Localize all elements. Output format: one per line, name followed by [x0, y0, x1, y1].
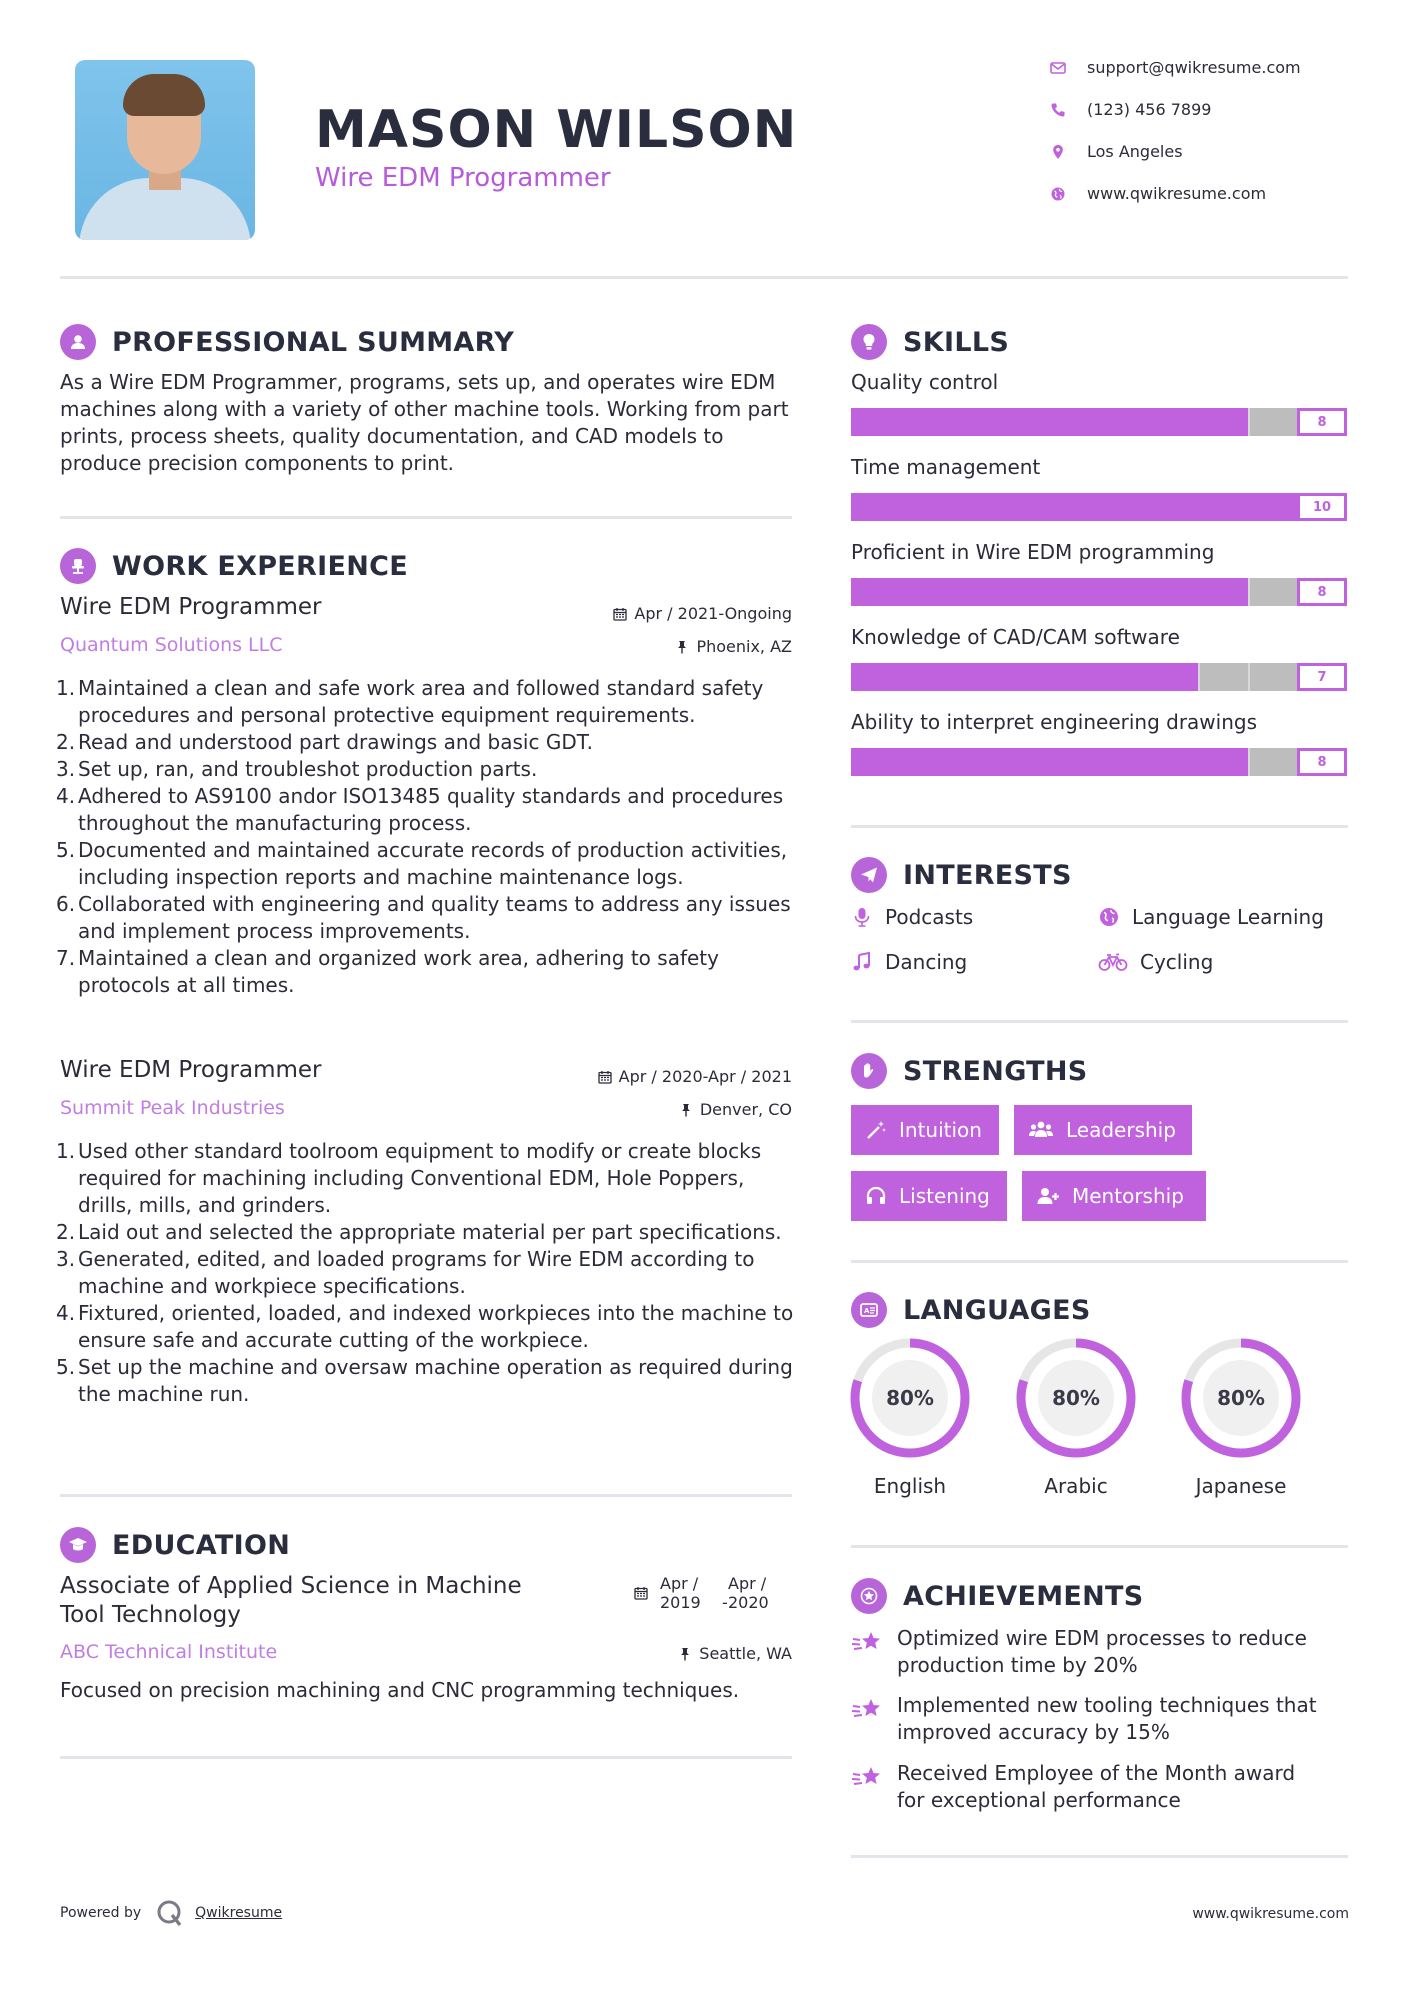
- job-1-dates: Apr / 2021-Ongoing: [560, 604, 792, 623]
- users-icon: [1028, 1119, 1054, 1141]
- skill-level-fill: [851, 748, 1248, 776]
- language-item: [1014, 1336, 1138, 1498]
- calendar-icon: [634, 1586, 648, 1600]
- contact-location-text: Los Angeles: [1087, 142, 1183, 161]
- contact-email[interactable]: [1050, 58, 1370, 77]
- summary-heading: PROFESSIONAL SUMMARY: [112, 326, 515, 358]
- contact-email-text: support@qwikresume.com: [1087, 58, 1301, 77]
- strength-chip-intuition: Intuition: [851, 1105, 999, 1155]
- summary-divider: [60, 516, 792, 519]
- skill-level-bar: [851, 578, 1347, 606]
- language-name: English: [873, 1474, 947, 1498]
- globe-icon: [1050, 186, 1087, 202]
- job-2-dates: Apr / 2020-Apr / 2021: [540, 1067, 792, 1086]
- contact-location: [1050, 142, 1370, 161]
- languages-divider: [851, 1545, 1348, 1548]
- interest-dancing: Dancing: [851, 950, 967, 974]
- list-item: 2. Laid out and selected the appropriate material per part specifications.: [56, 1220, 782, 1244]
- skill-level-label: 8: [1297, 748, 1347, 776]
- language-name: Arabic: [1044, 1474, 1108, 1498]
- achievement-item: Received Employee of the Month award for exceptional performance: [851, 1760, 1351, 1814]
- envelope-icon: [1050, 60, 1087, 76]
- achievements-section-header: [851, 1578, 1144, 1614]
- list-item: 4. Adhered to AS9100 andor ISO13485 quality standards and procedures throughout the manufacturing process.: [56, 784, 784, 835]
- list-item: 1. Maintained a clean and safe work area and followed standard safety procedures and personal protective equipment requirements.: [56, 676, 764, 727]
- language-item: [848, 1336, 972, 1498]
- interests-heading: INTERESTS: [903, 859, 1072, 891]
- pushpin-icon: [679, 1103, 693, 1117]
- skill-level-label: 8: [1297, 408, 1347, 436]
- skill-name: Knowledge of CAD/CAM software: [851, 625, 1180, 649]
- graduation-icon: [60, 1527, 96, 1563]
- list-item: 3. Generated, edited, and loaded programs for Wire EDM according to machine and workpiece specifications.: [56, 1247, 755, 1298]
- user-plus-icon: [1036, 1185, 1060, 1207]
- education-school: ABC Technical Institute: [60, 1641, 278, 1663]
- skill-level-fill: [851, 493, 1347, 521]
- skills-heading: SKILLS: [903, 326, 1010, 358]
- raised-hand-icon: [851, 1053, 887, 1089]
- skill-level-label: 7: [1297, 663, 1347, 691]
- pushpin-icon: [675, 640, 689, 654]
- experience-divider: [60, 1494, 792, 1497]
- experience-section-header: [60, 548, 408, 584]
- shooting-star-icon: [851, 1627, 883, 1659]
- skill-level-bar: [851, 663, 1347, 691]
- strength-chip-mentorship: Mentorship: [1022, 1171, 1206, 1221]
- contact-phone[interactable]: [1050, 100, 1370, 119]
- list-item: 5. Set up the machine and oversaw machine operation as required during the machine run.: [56, 1355, 793, 1406]
- education-degree: Associate of Applied Science in Machine Tool Technology: [60, 1573, 522, 1628]
- microphone-icon: [851, 906, 873, 928]
- svg-text:A: A: [864, 1307, 870, 1315]
- pushpin-icon: [678, 1647, 692, 1661]
- star-medal-icon: [851, 1578, 887, 1614]
- calendar-icon: [598, 1070, 612, 1084]
- paper-plane-icon: [851, 857, 887, 893]
- education-heading: EDUCATION: [112, 1529, 291, 1561]
- skill-level-label: 10: [1297, 493, 1347, 521]
- interests-section-header: [851, 857, 1072, 893]
- achievement-item: Implemented new tooling techniques that improved accuracy by 15%: [851, 1692, 1351, 1746]
- languages-section-header: [851, 1292, 1091, 1328]
- header-divider: [60, 276, 1348, 279]
- globe-icon: [1098, 906, 1120, 928]
- interests-divider: [851, 1020, 1348, 1023]
- lightbulb-icon: [851, 324, 887, 360]
- strengths-divider: [851, 1260, 1348, 1263]
- qwikresume-link[interactable]: Qwikresume: [195, 1905, 283, 1921]
- job-2-title: Wire EDM Programmer: [60, 1057, 322, 1083]
- achievement-item: Optimized wire EDM processes to reduce production time by 20%: [851, 1625, 1351, 1679]
- phone-icon: [1050, 102, 1087, 118]
- skill-level-fill: [851, 408, 1248, 436]
- strengths-section-header: [851, 1053, 1088, 1089]
- list-item: 3. Set up, ran, and troubleshot production parts.: [56, 757, 538, 781]
- calendar-icon: [613, 607, 627, 621]
- summary-section-header: [60, 324, 514, 360]
- powered-by-text: Powered by: [60, 1905, 142, 1921]
- education-description: Focused on precision machining and CNC programming techniques.: [60, 1678, 740, 1702]
- skill-level-bar: [851, 408, 1347, 436]
- profile-photo: [75, 60, 255, 240]
- skills-section-header: [851, 324, 1009, 360]
- education-divider: [60, 1756, 792, 1759]
- strength-chip-leadership: Leadership: [1014, 1105, 1192, 1155]
- list-item: 6. Collaborated with engineering and quality teams to address any issues and implement process improvements.: [56, 892, 791, 943]
- skill-level-bar: [851, 493, 1347, 521]
- skill-name: Ability to interpret engineering drawings: [851, 710, 1258, 734]
- headphones-icon: [865, 1185, 887, 1207]
- job-1-title: Wire EDM Programmer: [60, 594, 322, 620]
- list-item: 5. Documented and maintained accurate records of production activities, including inspection reports and machine maintenance logs.: [56, 838, 788, 889]
- qwikresume-logo-icon: [155, 1898, 185, 1928]
- skill-name: Quality control: [851, 370, 999, 394]
- list-item: 2. Read and understood part drawings and basic GDT.: [56, 730, 593, 754]
- language-item: [1179, 1336, 1303, 1498]
- summary-text: As a Wire EDM Programmer, programs, sets up, and operates wire EDM machines along with a variety of other machine tools. Working from part prints, process sheets, quality documentation, and CAD models to produce precision components to print.: [60, 370, 789, 475]
- contact-website-text: www.qwikresume.com: [1087, 184, 1267, 203]
- strengths-heading: STRENGTHS: [903, 1055, 1088, 1087]
- interest-podcasts: Podcasts: [851, 905, 973, 929]
- job-1-location: Phoenix, AZ: [560, 637, 792, 656]
- education-section-header: [60, 1527, 290, 1563]
- skill-name: Proficient in Wire EDM programming: [851, 540, 1215, 564]
- job-2-company: Summit Peak Industries: [60, 1097, 285, 1119]
- shooting-star-icon: [851, 1694, 883, 1726]
- skill-level-fill: [851, 578, 1248, 606]
- strength-chip-listening: Listening: [851, 1171, 1007, 1221]
- list-item: 7. Maintained a clean and organized work area, adhering to safety protocols at all times.: [56, 946, 719, 997]
- contact-website[interactable]: [1050, 184, 1370, 203]
- skill-level-label: 8: [1297, 578, 1347, 606]
- job-1-company: Quantum Solutions LLC: [60, 634, 283, 656]
- contact-phone-text: (123) 456 7899: [1087, 100, 1212, 119]
- footer-powered-by: [60, 1898, 282, 1928]
- interest-language-learning: Language Learning: [1098, 905, 1324, 929]
- skill-level-fill: [851, 663, 1198, 691]
- language-name: Japanese: [1195, 1474, 1287, 1498]
- interest-cycling: Cycling: [1098, 950, 1213, 974]
- candidate-title: Wire EDM Programmer: [315, 163, 611, 193]
- education-dates: Apr / 2019 - Apr / 2020: [634, 1574, 794, 1618]
- map-pin-icon: [1050, 144, 1087, 160]
- bicycle-icon: [1098, 951, 1128, 973]
- skill-name: Time management: [851, 455, 1041, 479]
- language-percent: 80%: [1052, 1386, 1100, 1410]
- user-icon: [60, 324, 96, 360]
- job-2-location: Denver, CO: [560, 1100, 792, 1119]
- job-1-bullets: [56, 675, 800, 999]
- language-percent: 80%: [1217, 1386, 1265, 1410]
- list-item: 4. Fixtured, oriented, loaded, and indexed workpieces into the machine to ensure safe and accurate cutting of the workpiece.: [56, 1301, 794, 1352]
- candidate-name: MASON WILSON: [315, 100, 798, 160]
- job-2-bullets: [56, 1138, 800, 1408]
- education-location: Seattle, WA: [560, 1644, 792, 1663]
- list-item: 1. Used other standard toolroom equipment to modify or create blocks required for machining including Conventional EDM, Hole Poppers, drills, mills, and grinders.: [56, 1139, 762, 1217]
- achievements-heading: ACHIEVEMENTS: [903, 1580, 1144, 1612]
- skill-level-bar: [851, 748, 1347, 776]
- languages-heading: LANGUAGES: [903, 1294, 1091, 1326]
- experience-heading: WORK EXPERIENCE: [112, 550, 408, 582]
- shooting-star-icon: [851, 1762, 883, 1794]
- office-chair-icon: [60, 548, 96, 584]
- language-percent: 80%: [886, 1386, 934, 1410]
- music-note-icon: [851, 951, 873, 973]
- skills-divider: [851, 825, 1348, 828]
- achievements-divider: [851, 1855, 1348, 1858]
- magic-wand-icon: [865, 1119, 887, 1141]
- language-card-icon: [851, 1292, 887, 1328]
- footer-website[interactable]: www.qwikresume.com: [1192, 1906, 1349, 1922]
